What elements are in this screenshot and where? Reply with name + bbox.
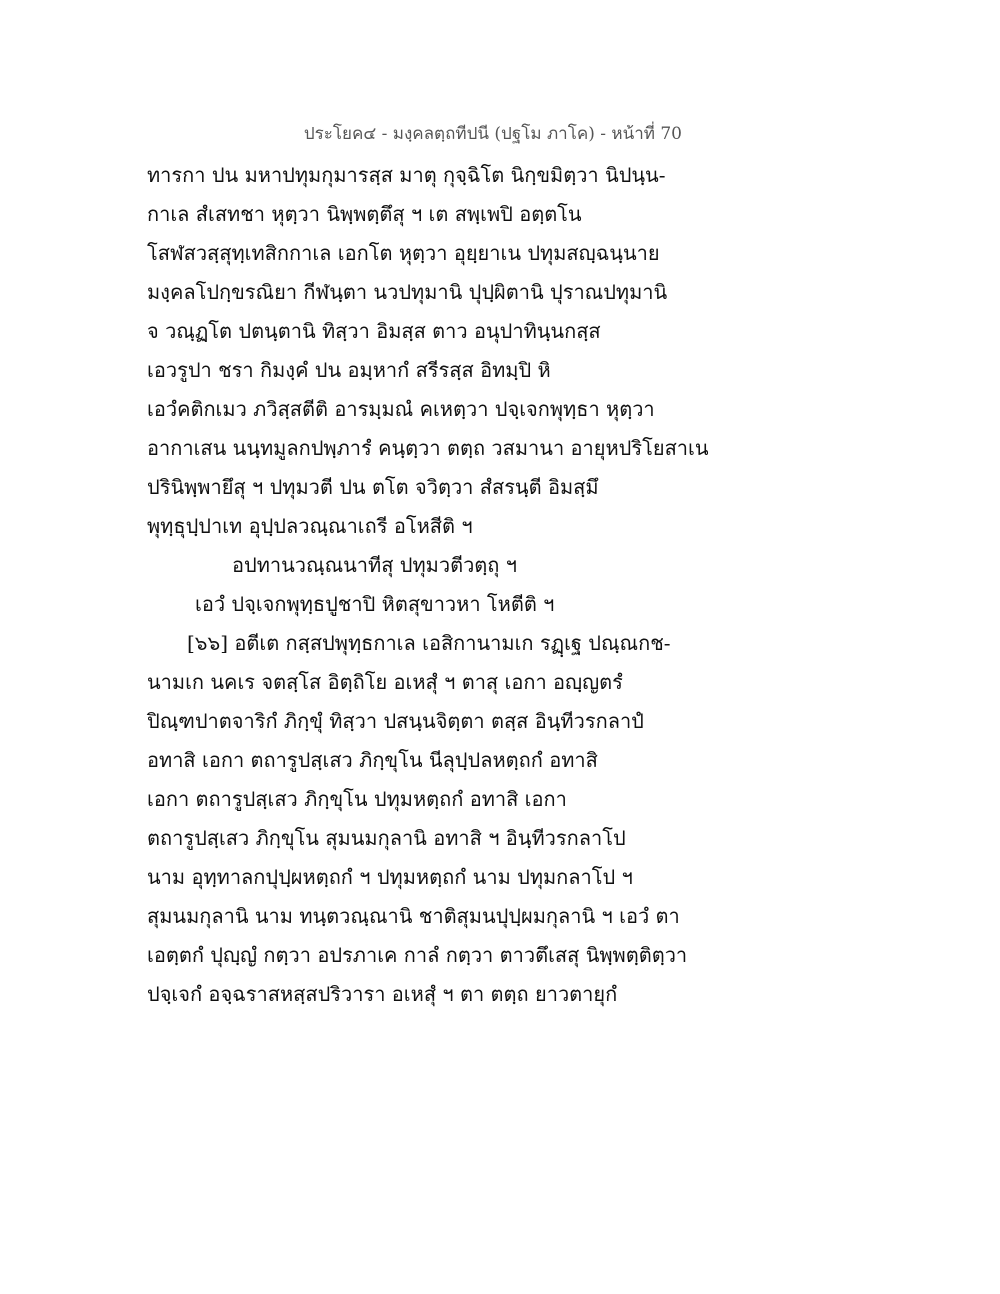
text-line: อากาเสน นนฺทมูลกปพฺภารํ คนฺตฺวา ตตฺถ วสมานา อายุหปริโยสาเน (147, 436, 709, 460)
running-header: ประโยค๔ - มงฺคลตฺถทีปนี (ปฐโม ภาโค) - หน้าที่ 70 (303, 124, 682, 144)
text-line: เอตฺตกํ ปุญฺญํ กตฺวา อปรภาเค กาลํ กตฺวา ตาวตึเสสุ นิพฺพตฺติตฺวา (147, 943, 688, 967)
verse-line-1: อปทานวณฺณนาทีสุ ปทุมวตีวตฺถุ ฯ (232, 553, 517, 577)
text-line: มงฺคลโปกฺขรณิยา กีฬนฺตา นวปทุมานิ ปุปฺผิตานิ ปุราณปทุมานิ (147, 280, 668, 304)
text-line: โสฬสวสฺสุทฺเทสิกกาเล เอกโต หุตฺวา อุยฺยาเน ปทุมสญฺฉนฺนาย (147, 241, 660, 265)
text-line: สุมนมกุลานิ นาม ทนฺตวณฺณานิ ชาติสุมนปุปฺผมกุลานิ ฯ เอวํ ตา (147, 904, 680, 928)
text-line: นาม อุทฺทาลกปุปฺผหตฺถกํ ฯ ปทุมหตฺถกํ นาม ปทุมกลาโป ฯ (147, 865, 633, 889)
verse-line-2: เอวํ ปจฺเจกพุทฺธปูชาปิ หิตสุขาวหา โหตีติ ฯ (195, 592, 555, 616)
body-text (147, 156, 707, 1014)
text-line: ปจฺเจกํ อจฺฉราสหสฺสปริวารา อเหสุํ ฯ ตา ตตฺถ ยาวตายุกํ (147, 982, 618, 1006)
text-line: พุทฺธุปฺปาเท อุปฺปลวณฺณาเถรี อโหสีติ ฯ (147, 514, 473, 538)
text-line: เอวํคติกเมว ภวิสฺสตีติ อารมฺมณํ คเหตฺวา ปจฺเจกพุทฺธา หุตฺวา (147, 397, 655, 421)
text-line: กาเล สํเสทชา หุตฺวา นิพฺพตฺตึสุ ฯ เต สพฺเพปิ อตฺตโน (147, 202, 582, 226)
text-line: เอกา ตถารูปสฺเสว ภิกฺขุโน ปทุมหตฺถกํ อทาสิ เอกา (147, 787, 567, 811)
text-line: อทาสิ เอกา ตถารูปสฺเสว ภิกฺขุโน นีลุปฺปลหตฺถกํ อทาสิ (147, 748, 598, 772)
text-line: ปิณฺฑปาตจาริกํ ภิกฺขุํ ทิสฺวา ปสนฺนจิตฺตา ตสฺส อินฺทีวรกลาปํ (147, 709, 644, 733)
text-line: นามเก นคเร จตสฺโส อิตฺถิโย อเหสุํ ฯ ตาสุ เอกา อญฺญตรํ (147, 670, 623, 694)
text-line: ทารกา ปน มหาปทุมกุมารสฺส มาตุ กุจฺฉิโต นิกฺขมิตฺวา นิปนฺน- (147, 163, 666, 187)
text-line: เอวรูปา ชรา กิมงฺคํ ปน อมฺหากํ สรีรสฺส อิทมฺปิ หิ (147, 358, 551, 382)
paragraph-start-line: [๖๖] อตีเต กสฺสปพุทฺธกาเล เอสิกานามเก รฏฺเฐ ปณฺณกช- (187, 631, 671, 655)
text-line: จ วณฺฏโต ปตนฺตานิ ทิสฺวา อิมสฺส ตาว อนุปาทินฺนกสฺส (147, 319, 601, 343)
text-line: ปรินิพฺพายึสุ ฯ ปทุมวตี ปน ตโต จวิตฺวา สํสรนฺตี อิมสฺมึ (147, 475, 599, 499)
text-line: ตถารูปสฺเสว ภิกฺขุโน สุมนมกุลานิ อทาสิ ฯ อินฺทีวรกลาโป (147, 826, 626, 850)
